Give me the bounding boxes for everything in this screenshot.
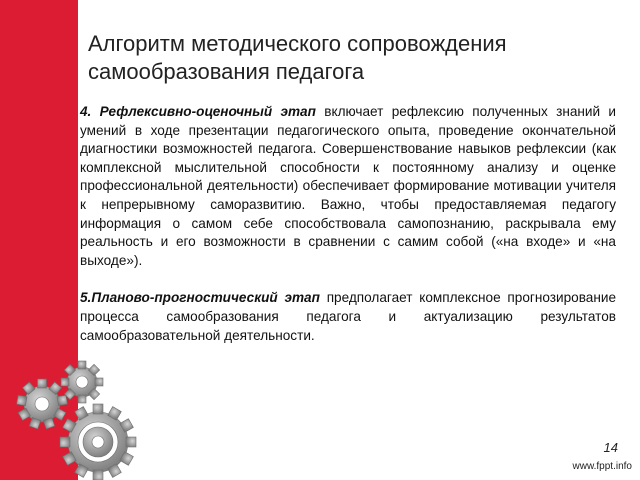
slide-title bbox=[88, 30, 628, 86]
page-number: 14 bbox=[603, 440, 618, 455]
medium-gear-icon bbox=[17, 379, 68, 429]
paragraph-planning-stage bbox=[80, 289, 616, 345]
paragraph-text: включает рефлексию полученных знаний и умений в ходе презентации педагогического опыта, проведение окончательной диагностики возможностей педагога. Совершенствование навыков рефлексии (как комплексной мыслительной способности к постоянному анализу и оценке профессиональной деятельности) обеспечивает формирование мотивации учителя к непрерывному саморазвитию. Важно, чтобы предоставляемая педагогу информация о самом себе способствовала самопознанию, раскрывала ему реальность и его возможности в сравнении с самим собой («на входе» и «на выходе»). bbox=[80, 104, 617, 268]
paragraph-lead: 4. Рефлексивно-оценочный этап bbox=[80, 104, 316, 119]
gears-icon bbox=[10, 346, 150, 480]
slide-body bbox=[80, 103, 616, 345]
watermark: www.fppt.info bbox=[572, 461, 632, 472]
large-gear-icon bbox=[60, 404, 136, 480]
small-gear-icon bbox=[61, 361, 103, 403]
paragraph-text: предполагает комплексное прогнозирование процесса самообразования педагога и актуализацию результатов самообразовательной деятельности. bbox=[80, 290, 616, 343]
title-line-2: самообразования педагога bbox=[88, 59, 365, 84]
paragraph-lead: 5.Планово-прогностический этап bbox=[80, 290, 320, 306]
paragraph-reflexive-stage bbox=[80, 103, 616, 270]
title-line-1: Алгоритм методического сопровождения bbox=[88, 31, 507, 56]
